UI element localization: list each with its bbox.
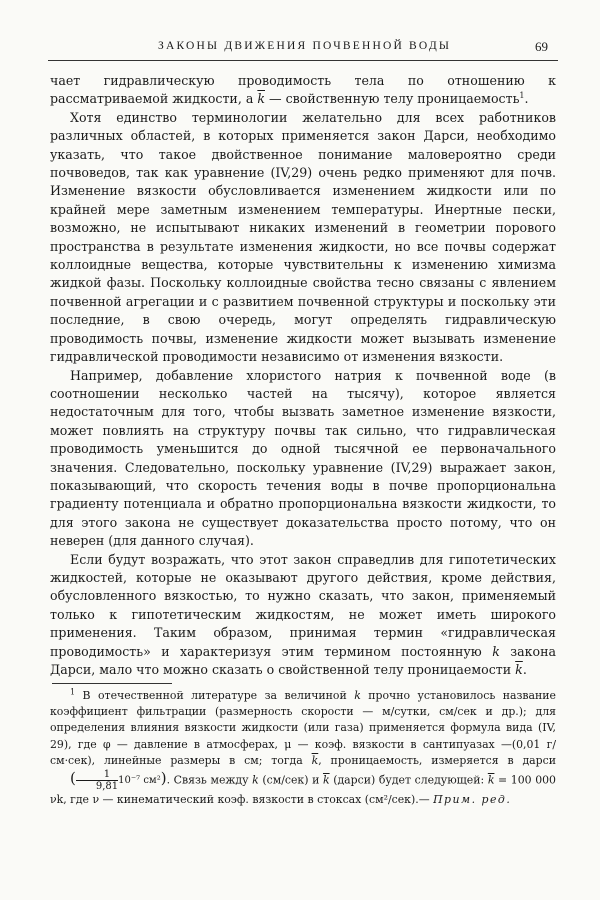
k-bar-symbol: $\overline{k}$ bbox=[311, 753, 319, 767]
fn-text-e: (см/сек) и bbox=[258, 773, 323, 787]
paragraph-1 bbox=[50, 72, 556, 109]
fn-text-d: . Связь между bbox=[166, 773, 253, 787]
footnote-ref: 1 bbox=[519, 91, 525, 101]
fn-text-b: прочно установилось название коэффициент фильтрации (размерность скорости — м/сутки, см/сек и др.); для определения влияния вязкости жидкости (или газа) применяется формула вида (IV, 29), где φ — давление в атмосферах, μ — коэф. вязкости в сантипуазах —(0,01 г/см·сек), линейные размеры в см; тогда bbox=[50, 689, 556, 767]
k-symbol: k bbox=[252, 773, 259, 787]
p4-text-b: закона Дарси, мало что можно сказать о свойственной телу проницаемости bbox=[50, 643, 556, 677]
fn-text-c: , проницаемость, измеряется в дарси bbox=[318, 753, 557, 767]
darcy-fraction: ( $\frac{1}{9,81}$ 10⁻⁷ см²) bbox=[70, 769, 167, 793]
k-bar-symbol: $\overline{k}$ bbox=[515, 662, 523, 677]
p1-text-c: . bbox=[524, 91, 529, 107]
footnote bbox=[50, 688, 556, 808]
k-bar-symbol: $\overline{k}$ bbox=[257, 91, 265, 107]
k-bar-symbol: $\overline{k}$ bbox=[322, 773, 330, 787]
page-number: 69 bbox=[535, 39, 548, 54]
p1-text-b: — свойственную телу проницаемость bbox=[265, 91, 520, 107]
paragraph-4 bbox=[50, 551, 556, 680]
running-header bbox=[48, 38, 558, 61]
p1-text-a: чает гидравлическую проводимость тела по отношению к рассматриваемой жидкости, а bbox=[50, 73, 556, 107]
paragraph-2: Хотя единство терминологии желательно для всех работников различных областей, в которых применяется закон Дарси, необходимо указать, что такое двойственное понимание маловероятно среди почвоведов, так как уравнение (IV,29) очень редко применяют для почв. Изменение вязкости обусловливается изменением жидкости или по крайней мере заметным изменением температуры. Инертные пески, возможно, не испытывают никаких изменений в геометрии порового пространства в результате изменения жидкости, но все почвы содержат коллоидные вещества, которые чувствительны к изменению химизма жидкой фазы. Поскольку коллоидные свойства тесно связаны с явлением почвенной агрегации и с развитием почвенной структуры и поскольку эти последние, в свою очередь, могут определять гидравлическую проводимость почвы, изменение жидкости может вызывать изменение гидравлической проводимости независимо от изменения вязкости. bbox=[50, 109, 556, 365]
fraction-tail: 10⁻⁷ см² bbox=[118, 775, 161, 787]
footnote-marker: 1 bbox=[70, 687, 76, 697]
fn-text-g: = 100 000 νk, где ν — кинематический коэф. вязкости в стоксах (см²/сек).— bbox=[50, 773, 556, 807]
footnote-divider bbox=[52, 683, 172, 684]
fraction-numerator: 1 bbox=[76, 769, 118, 781]
k-symbol: k bbox=[354, 689, 361, 702]
p4-text-a: Если будут возражать, что этот закон справедлив для гипотетических жидкостей, которые не оказывают другого действия, кроме действия, обусловленного вязкостью, то нужно сказать, что закон, применяемый только к гипотетическим жидкостям, не может иметь широкого применения. Таким образом, принимая термин «гидравлическая проводимость» и характеризуя этим термином постоянную bbox=[50, 551, 556, 659]
fraction-denominator: 9,81 bbox=[95, 781, 119, 793]
k-symbol: k bbox=[492, 643, 500, 659]
running-title: ЗАКОНЫ ДВИЖЕНИЯ ПОЧВЕННОЙ ВОДЫ bbox=[158, 40, 452, 52]
k-bar-symbol: $\overline{k}$ bbox=[487, 773, 495, 787]
editor-note-signature: Прим. ред. bbox=[433, 793, 512, 807]
p4-text-c: . bbox=[522, 662, 527, 677]
paragraph-3: Например, добавление хлористого натрия к почвенной воде (в соотношении несколько частей на тысячу), которое является недостаточным для того, чтобы вызвать заметное изменение вязкости, может повлиять на структуру почвы так сильно, что гидравлическая проводимость уменьшится до одной тысячной ее первоначального значения. Следовательно, поскольку уравнение (IV,29) выражает закон, показывающий, что скорость течения воды в почве пропорциональна градиенту потенциала и обратно пропорциональна вязкости жидкости, то для этого закона не существует доказательства просто потому, что он неверен (для данного случая). bbox=[50, 367, 556, 549]
fn-text-f: (дарси) будет следующей: bbox=[329, 773, 488, 787]
main-text bbox=[50, 72, 556, 679]
fn-text-a: В отечественной литературе за величиной bbox=[75, 689, 355, 702]
footnote-text bbox=[50, 688, 556, 808]
